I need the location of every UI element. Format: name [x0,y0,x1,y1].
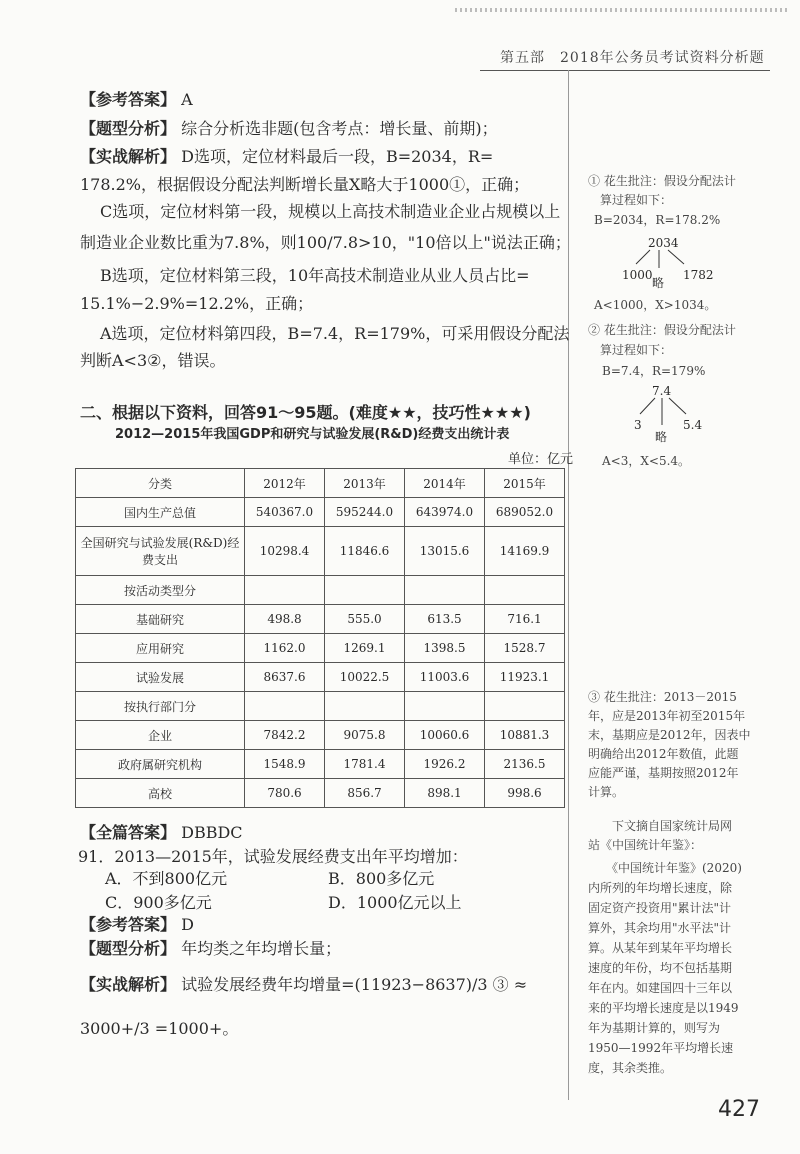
side-note-1-line3: B=2034，R=178.2% [594,213,721,227]
prev-analysis-line-5: 15.1%−2.9%=12.2%，正确； [80,294,314,313]
side-note-3-line: 末，基期应是2012年，因表中 [588,728,751,742]
q91-stem: 91．2013—2015年，试验发展经费支出年平均增加： [78,847,468,866]
prev-analysis-line-1: 178.2%，根据假设分配法判断增长量X略大于1000①，正确； [80,175,530,194]
table-cell: 10298.4 [245,527,325,576]
row-label: 试验发展 [76,663,245,692]
running-header: 第五部 2018年公务员考试资料分析题 [500,50,765,66]
type-label: 【题型分析】 [80,939,177,958]
table-cell: 7842.2 [245,721,325,750]
row-label: 按活动类型分 [76,576,245,605]
q91-option-d: D．1000亿元以上 [328,893,462,912]
analysis-text: 试验发展经费年均增量=(11923−8637)/3 ③ ≈ [181,975,528,994]
type-value: 综合分析选非题(包含考点：增长量、前期)； [181,119,498,138]
table-cell: 10022.5 [325,663,405,692]
header-cell: 2015年 [485,469,565,498]
answer-label: 【参考答案】 [80,915,177,934]
side-note-3-line: 来的平均增长速度是以1949 [588,1001,739,1015]
side-note-1-line2: 算过程如下： [600,193,673,207]
q91-option-c: C．900多亿元 [105,893,212,912]
table-cell: 14169.9 [485,527,565,576]
prev-analysis-line-3: 制造业企业数比重为7.8%，则100/7.8>10，"10倍以上"说法正确； [80,233,571,252]
table-title: 2012—2015年我国GDP和研究与试验发展(R&D)经费支出统计表 [115,427,510,442]
side-note-3-line: 《中国统计年鉴》(2020) [588,861,742,875]
side-note-2-title: ② 花生批注：假设分配法计 [588,323,736,337]
side-note-3-line: 内所列的年均增长速度，除 [588,881,733,895]
table-cell: 8637.6 [245,663,325,692]
row-label: 政府属研究机构 [76,750,245,779]
side-note-3-line: 站《中国统计年鉴》： [588,838,703,852]
table-cell: 11003.6 [405,663,485,692]
table-cell: 1528.7 [485,634,565,663]
side-note-3-line: 年为基期计算的，则写为 [588,1021,721,1035]
table-cell: 1926.2 [405,750,485,779]
table-cell: 780.6 [245,779,325,808]
tree1-left: 1000 [622,268,653,282]
section-title: 二、根据以下资料，回答91～95题。(难度★★，技巧性★★★) [80,403,531,422]
header-cell: 2013年 [325,469,405,498]
side-note-3-line: ③ 花生批注：2013－2015 [588,690,737,704]
analysis-label: 【实战解析】 [80,975,177,994]
side-note-3-line: 算。从某年到某年平均增长 [588,941,733,955]
table-cell: 1269.1 [325,634,405,663]
header-cell: 分类 [76,469,245,498]
side-note-3-line: 下文摘自国家统计局网 [588,819,733,833]
tree2-left-arrow [640,398,655,414]
table-cell: 555.0 [325,605,405,634]
table-cell: 540367.0 [245,498,325,527]
table-cell: 689052.0 [485,498,565,527]
header-cell: 2014年 [405,469,485,498]
table-cell: 716.1 [485,605,565,634]
tree2-mid: 略 [655,430,668,444]
side-note-1-result: A<1000，X>1034。 [594,298,717,312]
full-answer-label: 【全篇答案】 [80,823,177,842]
side-note-3-line: 1950—1992年平均增长速 [588,1041,734,1055]
table-unit: 单位：亿元 [508,452,574,467]
side-note-3-line: 度，其余类推。 [588,1061,673,1075]
side-note-2-line2: 算过程如下： [600,343,673,357]
table-cell: 1548.9 [245,750,325,779]
side-note-1-title: ① 花生批注：假设分配法计 [588,174,736,188]
type-label: 【题型分析】 [80,119,177,138]
header-cell: 2012年 [245,469,325,498]
side-note-3-line: 应能严谨，基期按照2012年 [588,766,739,780]
tree1-mid: 略 [652,276,665,290]
tree1-left-arrow [636,250,650,264]
table-cell: 9075.8 [325,721,405,750]
table-cell: 13015.6 [405,527,485,576]
table-cell: 1162.0 [245,634,325,663]
tree1-top: 2034 [648,236,679,250]
tree1-right: 1782 [683,268,714,282]
side-note-2-line3: B=7.4，R=179% [602,364,706,378]
side-note-3-line: 年，应是2013年初至2015年 [588,709,746,723]
row-label: 全国研究与试验发展(R&D)经费支出 [76,527,245,576]
side-note-3-line: 年在内。如建国四十三年以 [588,981,733,995]
row-label: 按执行部门分 [76,692,245,721]
q91-analysis-line-2: 3000+/3 =1000+。 [80,1019,239,1038]
page-number: 427 [718,1097,760,1122]
q91-option-a: A．不到800亿元 [105,869,228,888]
analysis-label: 【实战解析】 [80,147,177,166]
side-note-3-line: 计算。 [588,785,625,799]
side-note-3-line: 明确给出2012年数值，此题 [588,747,739,761]
tree2-left: 3 [634,418,642,432]
table-cell: 498.8 [245,605,325,634]
row-label: 国内生产总值 [76,498,245,527]
answer-label: 【参考答案】 [80,90,177,109]
table-cell: 11846.6 [325,527,405,576]
table-cell: 643974.0 [405,498,485,527]
row-label: 高校 [76,779,245,808]
table-cell: 1781.4 [325,750,405,779]
prev-analysis-line-2: C选项，定位材料第一段，规模以上高技术制造业企业占规模以上 [100,202,561,221]
side-note-2-result: A<3，X<5.4。 [602,454,691,468]
table-cell: 2136.5 [485,750,565,779]
side-note-3-line: 速度的年份，均不包括基期 [588,961,733,975]
type-value: 年均类之年均增长量； [181,939,342,958]
full-answer-value: DBBDC [181,823,243,842]
table-cell: 10060.6 [405,721,485,750]
row-label: 基础研究 [76,605,245,634]
tree2-right-arrow [669,398,686,414]
tree1-right-arrow [668,250,684,264]
table-cell: 1398.5 [405,634,485,663]
table-cell: 856.7 [325,779,405,808]
q91-option-b: B．800多亿元 [328,869,435,888]
table-cell: 595244.0 [325,498,405,527]
side-note-3-line: 算外，其余均用"水平法"计 [588,921,732,935]
table-cell: 613.5 [405,605,485,634]
side-note-3-line: 固定资产投资用"累计法"计 [588,901,732,915]
tree2-top: 7.4 [652,384,672,398]
table-cell: 998.6 [485,779,565,808]
prev-analysis-line-4: B选项，定位材料第三段，10年高技术制造业从业人员占比= [100,266,530,285]
prev-analysis-line-6: A选项，定位材料第四段，B=7.4，R=179%，可采用假设分配法 [100,324,570,343]
table-cell: 10881.3 [485,721,565,750]
row-label: 应用研究 [76,634,245,663]
table-cell: 11923.1 [485,663,565,692]
row-label: 企业 [76,721,245,750]
tree2-right: 5.4 [683,418,703,432]
analysis-text: D选项，定位材料最后一段，B=2034，R= [181,147,494,166]
answer-value: D [181,915,194,934]
answer-value: A [181,90,193,109]
prev-analysis-line-7: 判断A<3②，错误。 [80,351,226,370]
table-cell: 898.1 [405,779,485,808]
